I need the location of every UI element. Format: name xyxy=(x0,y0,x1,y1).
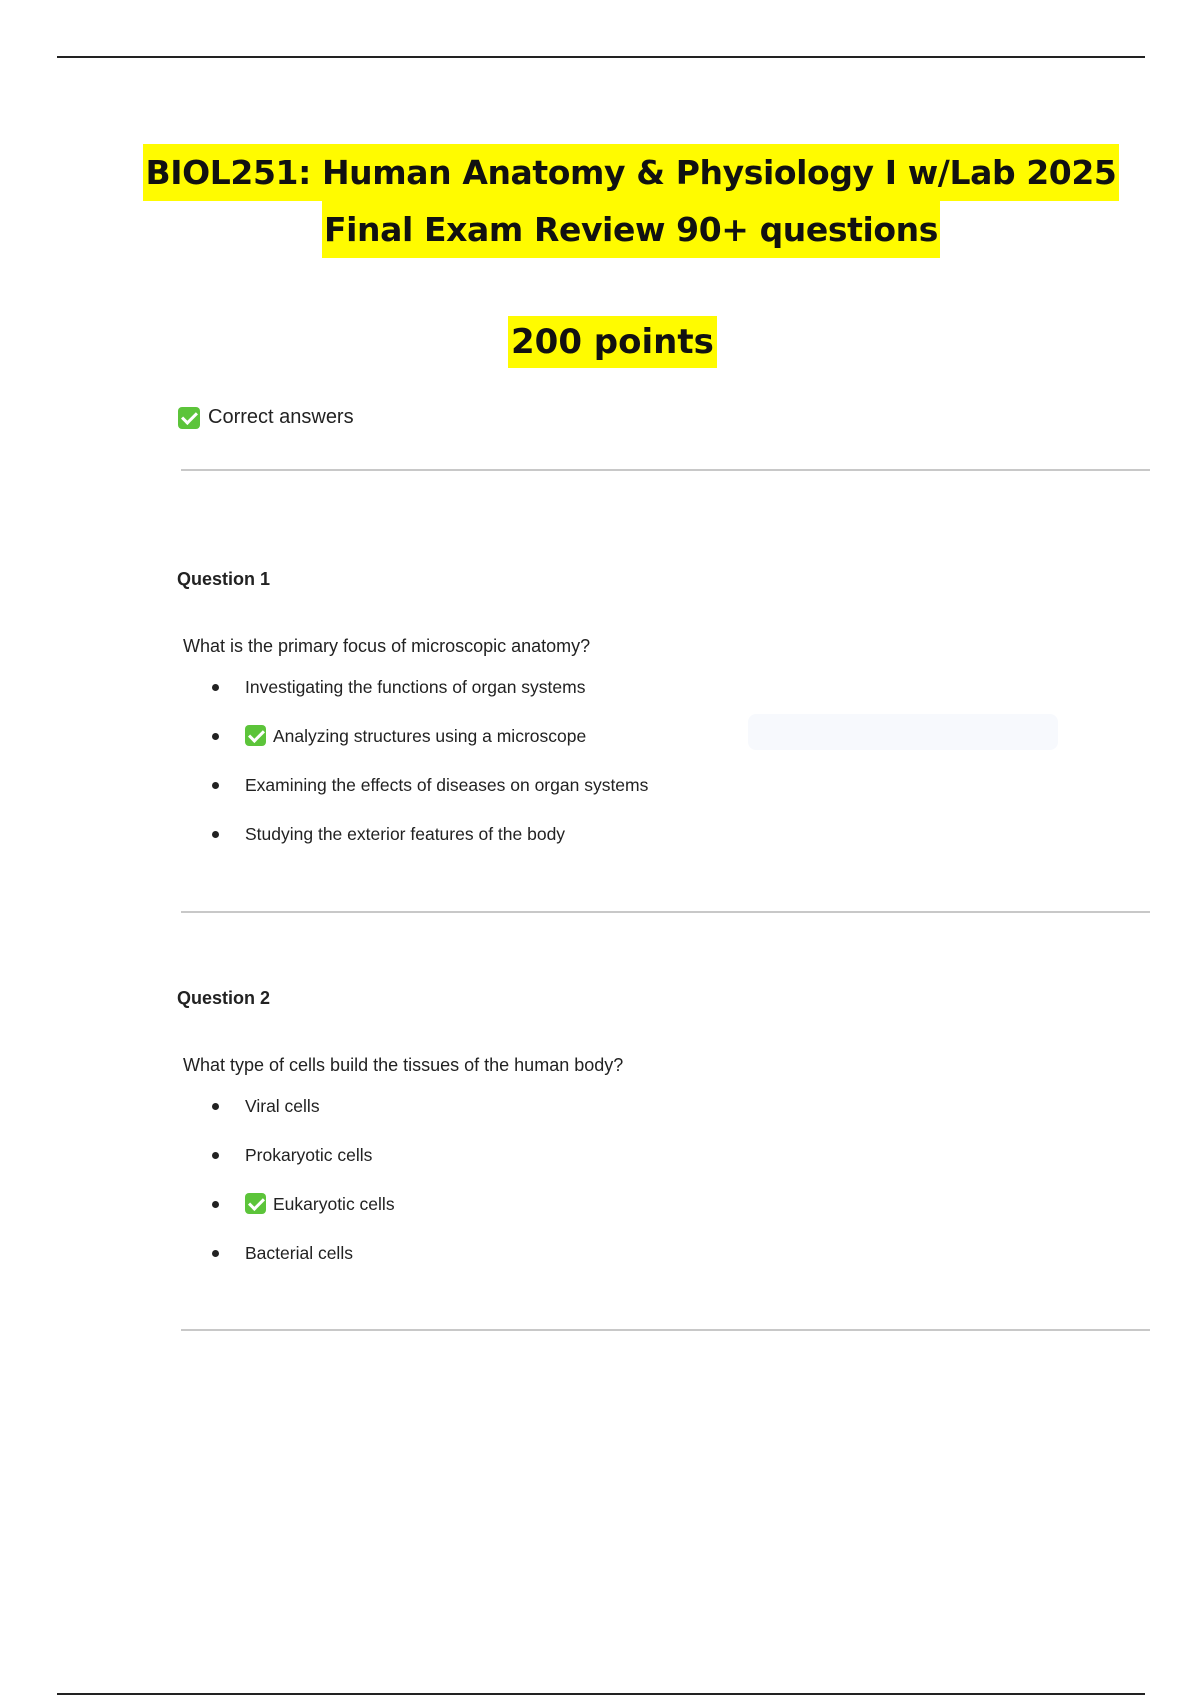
answer-option[interactable] xyxy=(212,1095,395,1144)
answer-option-label: Examining the effects of diseases on organ systems xyxy=(245,775,649,795)
legend-label: Correct answers xyxy=(208,406,354,428)
question-heading: Question 2 xyxy=(177,988,271,1008)
bullet xyxy=(212,1152,219,1159)
points-label: 200 points xyxy=(508,316,717,368)
title-line-2: Final Exam Review 90+ questions xyxy=(322,201,940,258)
question-1 xyxy=(177,568,1077,844)
document-title xyxy=(0,144,1200,258)
question-2 xyxy=(177,987,1077,1263)
answer-option-correct[interactable] xyxy=(212,725,648,774)
check-icon xyxy=(178,407,200,429)
check-icon xyxy=(245,1193,266,1214)
answer-option-label: Eukaryotic cells xyxy=(273,1194,395,1214)
answer-options xyxy=(212,676,648,872)
divider xyxy=(181,1329,1150,1331)
bullet xyxy=(212,831,219,838)
answer-option[interactable] xyxy=(212,1242,395,1291)
answer-option[interactable] xyxy=(212,1144,395,1193)
divider xyxy=(181,911,1150,913)
answer-option-correct[interactable] xyxy=(212,1193,395,1242)
bullet xyxy=(212,782,219,789)
question-heading: Question 1 xyxy=(177,569,271,589)
question-text: What is the primary focus of microscopic anatomy? xyxy=(183,636,591,656)
answer-option-label: Viral cells xyxy=(245,1096,320,1116)
legend xyxy=(178,406,354,429)
title-line-1: BIOL251: Human Anatomy & Physiology I w/Lab 2025 xyxy=(143,144,1118,201)
answer-option[interactable] xyxy=(212,676,648,725)
answer-option[interactable] xyxy=(212,774,648,823)
question-text: What type of cells build the tissues of the human body? xyxy=(183,1055,624,1075)
page-bottom-rule xyxy=(57,1693,1145,1695)
bullet xyxy=(212,684,219,691)
faded-overlay-box xyxy=(748,714,1058,750)
answer-option-label: Studying the exterior features of the body xyxy=(245,824,566,844)
divider xyxy=(181,469,1150,471)
answer-option[interactable] xyxy=(212,823,648,872)
answer-option-label: Analyzing structures using a microscope xyxy=(273,726,587,746)
answer-options xyxy=(212,1095,395,1291)
bullet xyxy=(212,1250,219,1257)
answer-option-label: Prokaryotic cells xyxy=(245,1145,373,1165)
answer-option-label: Bacterial cells xyxy=(245,1243,353,1263)
answer-option-label: Investigating the functions of organ systems xyxy=(245,677,586,697)
bullet xyxy=(212,733,219,740)
bullet xyxy=(212,1103,219,1110)
page-top-rule xyxy=(57,56,1145,58)
bullet xyxy=(212,1201,219,1208)
check-icon xyxy=(245,725,266,746)
